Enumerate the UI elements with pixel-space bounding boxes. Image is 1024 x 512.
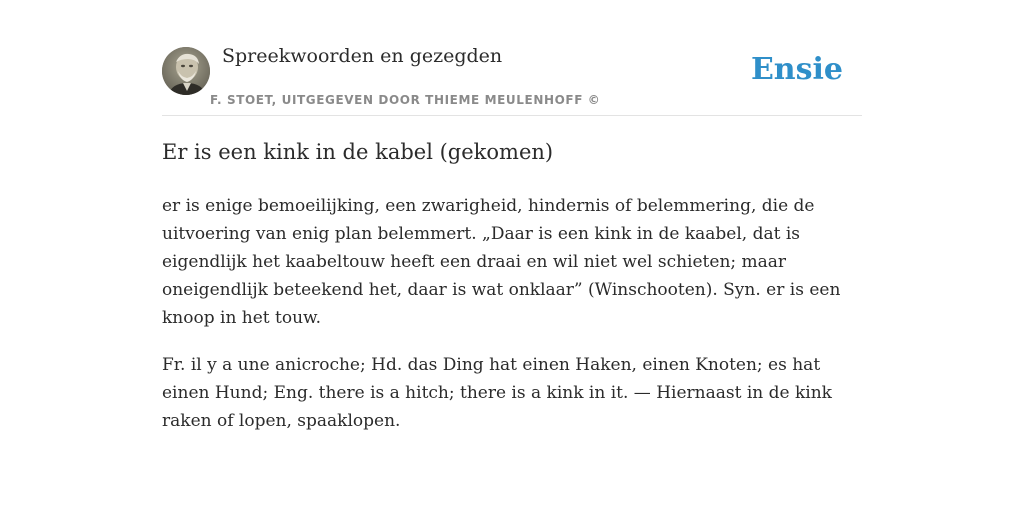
source-header <box>162 0 862 116</box>
brand-logo[interactable]: Ensie <box>750 52 843 87</box>
portrait-icon <box>162 47 210 95</box>
content-container <box>162 0 862 431</box>
entry-paragraph: Fr. il y a une anicroche; Hd. das Ding hat einen Haken, einen Knoten; es hat einen Hund; Eng. there is a hitch; there is a kink in it. — Hiernaast in de kink raken of lopen, spaaklopen. <box>162 355 832 431</box>
entry-paragraph: er is enige bemoeilijking, een zwarigheid, hindernis of belemmering, die de uitvoering van enig plan belemmert. „Daar is een kink in de kaabel, dat is eigendlijk het kaabeltouw heeft een draai en wil niet wel schieten; maar oneigendlijk beteekend het, daar is wat onklaar” (Winschooten). Syn. er is een knoop in het touw. <box>162 196 841 328</box>
source-title[interactable]: Spreekwoorden en gezegden <box>222 45 503 67</box>
entry-title: Er is een kink in de kabel (gekomen) <box>162 140 554 164</box>
author-avatar[interactable] <box>162 47 210 95</box>
source-credit: F. STOET, UITGEGEVEN DOOR THIEME MEULENHOFF © <box>210 93 601 107</box>
